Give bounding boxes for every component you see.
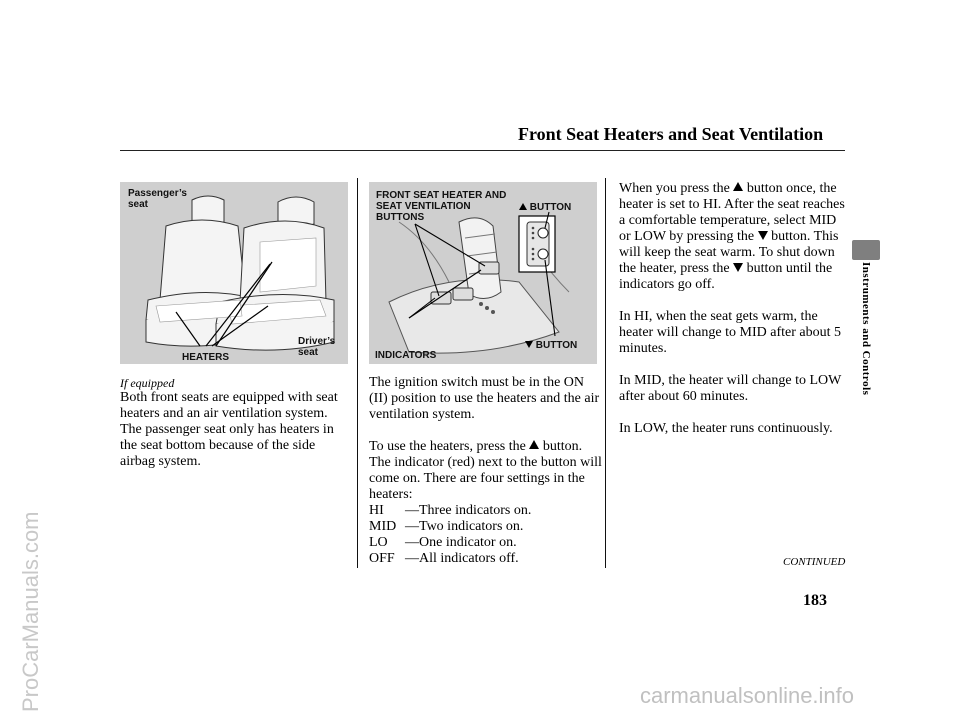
section-tab-marker <box>852 240 880 260</box>
up-arrow-icon <box>529 440 539 449</box>
page-number: 183 <box>803 592 827 609</box>
up-button-label: BUTTON <box>519 202 571 213</box>
column-divider <box>605 178 606 568</box>
button-figure <box>369 182 597 364</box>
list-item: LO — One indicator on. <box>369 535 517 550</box>
up-arrow-icon <box>733 182 743 191</box>
list-item: OFF — All indicators off. <box>369 551 519 566</box>
press-paragraph: When you press the button once, the heater is set to HI. After the seat reaches a comfortable temperature, select MID or LOW by pressing the button. This will keep the seat warm. To shut down the heater, press the button until the indicators go off. <box>619 181 845 292</box>
if-equipped-note: If equipped <box>120 376 175 390</box>
section-tab-label: Instruments and Controls <box>860 262 872 396</box>
page-title: Front Seat Heaters and Seat Ventilation <box>518 124 824 144</box>
low-paragraph: In LOW, the heater runs continuously. <box>619 421 833 436</box>
seat-heater-figure <box>120 182 348 364</box>
column-1 <box>120 376 350 470</box>
down-button-label: BUTTON <box>525 340 577 351</box>
hi-paragraph: In HI, when the seat gets warm, the heater will change to MID after about 5 minutes. <box>619 309 841 356</box>
indicators-label: INDICATORS <box>375 350 437 361</box>
intro-paragraph: Both front seats are equipped with seat heaters and an air ventilation system. The passenger seat only has heaters in the seat bottom because of the side airbag system. <box>120 390 338 469</box>
heaters-label: HEATERS <box>182 352 230 363</box>
ignition-paragraph: The ignition switch must be in the ON (II) position to use the heaters and the air ventilation system. <box>369 375 600 422</box>
column-3 <box>619 181 845 437</box>
down-arrow-icon <box>758 231 768 240</box>
drivers-seat-label: Driver’s seat <box>298 336 336 358</box>
header-rule <box>120 150 845 151</box>
up-arrow-icon <box>519 203 527 210</box>
settings-list <box>369 503 603 567</box>
down-arrow-icon <box>733 263 743 272</box>
buttons-label: FRONT SEAT HEATER AND SEAT VENTILATION BUTTONS <box>376 190 507 223</box>
watermark-bottom: carmanualsonline.info <box>640 683 855 708</box>
watermark-left: ProCarManuals.com <box>18 511 43 712</box>
down-arrow-icon <box>525 341 533 348</box>
use-heaters-paragraph: To use the heaters, press the button. The indicator (red) next to the button will come on. There are four settings in the heaters: <box>369 439 602 502</box>
list-item: HI — Three indicators on. <box>369 503 532 518</box>
column-divider <box>357 178 358 568</box>
mid-paragraph: In MID, the heater will change to LOW after about 60 minutes. <box>619 373 842 404</box>
continued-label: CONTINUED <box>783 556 846 568</box>
passenger-seat-label: Passenger’s seat <box>128 188 187 210</box>
list-item: MID — Two indicators on. <box>369 519 524 534</box>
column-2 <box>369 375 603 567</box>
